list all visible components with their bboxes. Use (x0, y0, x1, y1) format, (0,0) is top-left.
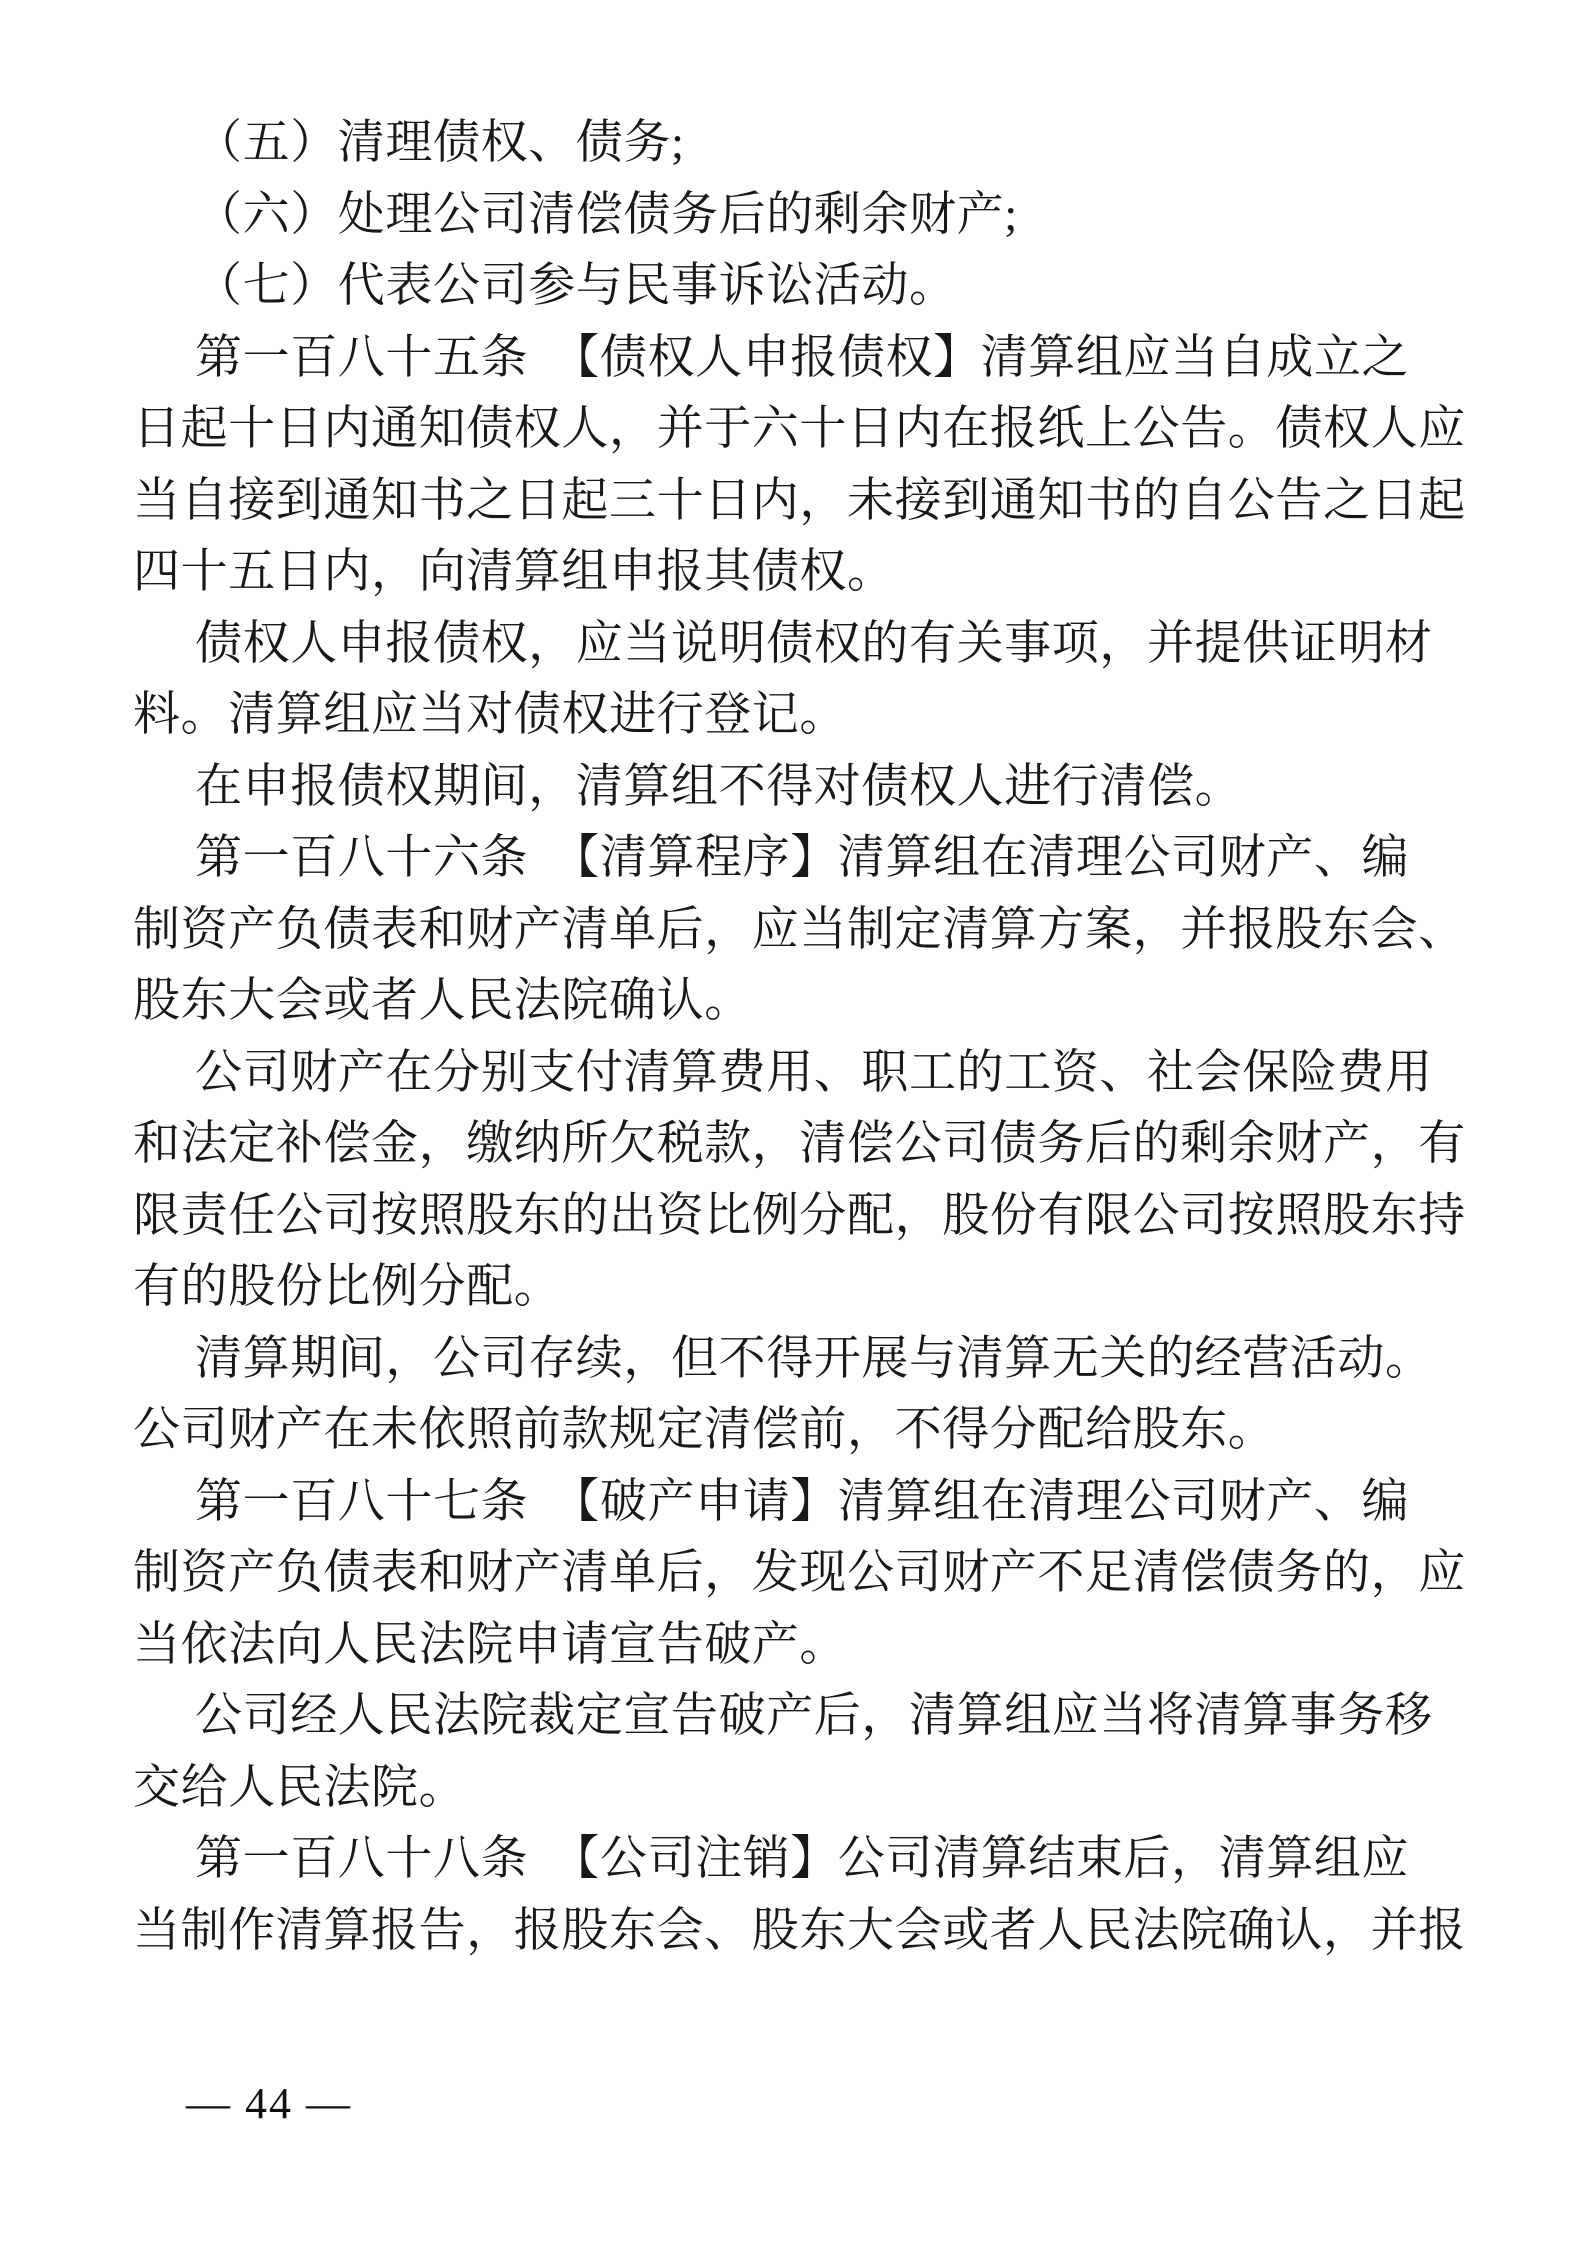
text-line: 第一百八十六条 【清算程序】清算组在清理公司财产、编 (195, 832, 1410, 884)
text-line: （五）清理债权、债务; (195, 117, 685, 169)
text-line: 清算期间，公司存续，但不得开展与清算无关的经营活动。 (195, 1332, 1433, 1385)
text-line: 第一百八十五条 【债权人申报债权】清算组应当自成立之 (195, 331, 1410, 384)
text-line: 和法定补偿金，缴纳所欠税款，清偿公司债务后的剩余财产，有 (133, 1118, 1466, 1170)
document-body (133, 108, 1473, 1967)
text-line: 公司经人民法院裁定宣告破产后，清算组应当将清算事务移 (195, 1690, 1433, 1742)
text-line: 当依法向人民法院申请宣告破产。 (133, 1618, 847, 1671)
text-line: 第一百八十七条 【破产申请】清算组在清理公司财产、编 (195, 1475, 1410, 1528)
text-line: 制资产负债表和财产清单后，发现公司财产不足清偿债务的，应 (133, 1547, 1466, 1599)
page-number: — 44 — (186, 2079, 352, 2128)
text-line: 料。清算组应当对债权进行登记。 (133, 689, 847, 741)
text-line: （六）处理公司清偿债务后的剩余财产; (195, 188, 1018, 241)
text-line: 当制作清算报告，报股东会、股东大会或者人民法院确认，并报 (133, 1904, 1466, 1957)
text-line: 第一百八十八条 【公司注销】公司清算结束后，清算组应 (195, 1833, 1410, 1885)
text-line: 有的股份比例分配。 (133, 1261, 562, 1313)
text-line: 交给人民法院。 (133, 1761, 467, 1814)
text-line: （七）代表公司参与民事诉讼活动。 (195, 260, 957, 312)
text-line: 公司财产在分别支付清算费用、职工的工资、社会保险费用 (195, 1046, 1433, 1099)
text-line: 在申报债权期间，清算组不得对债权人进行清偿。 (195, 760, 1243, 813)
text-line: 限责任公司按照股东的出资比例分配，股份有限公司按照股东持 (133, 1189, 1466, 1242)
text-line: 债权人申报债权，应当说明债权的有关事项，并提供证明材 (195, 617, 1433, 670)
text-line: 日起十日内通知债权人，并于六十日内在报纸上公告。债权人应 (133, 403, 1466, 455)
text-line: 四十五日内，向清算组申报其债权。 (133, 546, 895, 598)
text-line: 公司财产在未依照前款规定清偿前，不得分配给股东。 (133, 1404, 1276, 1456)
text-line: 制资产负债表和财产清单后，应当制定清算方案，并报股东会、 (133, 903, 1466, 956)
text-line: 股东大会或者人民法院确认。 (133, 975, 752, 1027)
text-line: 当自接到通知书之日起三十日内，未接到通知书的自公告之日起 (133, 474, 1466, 527)
